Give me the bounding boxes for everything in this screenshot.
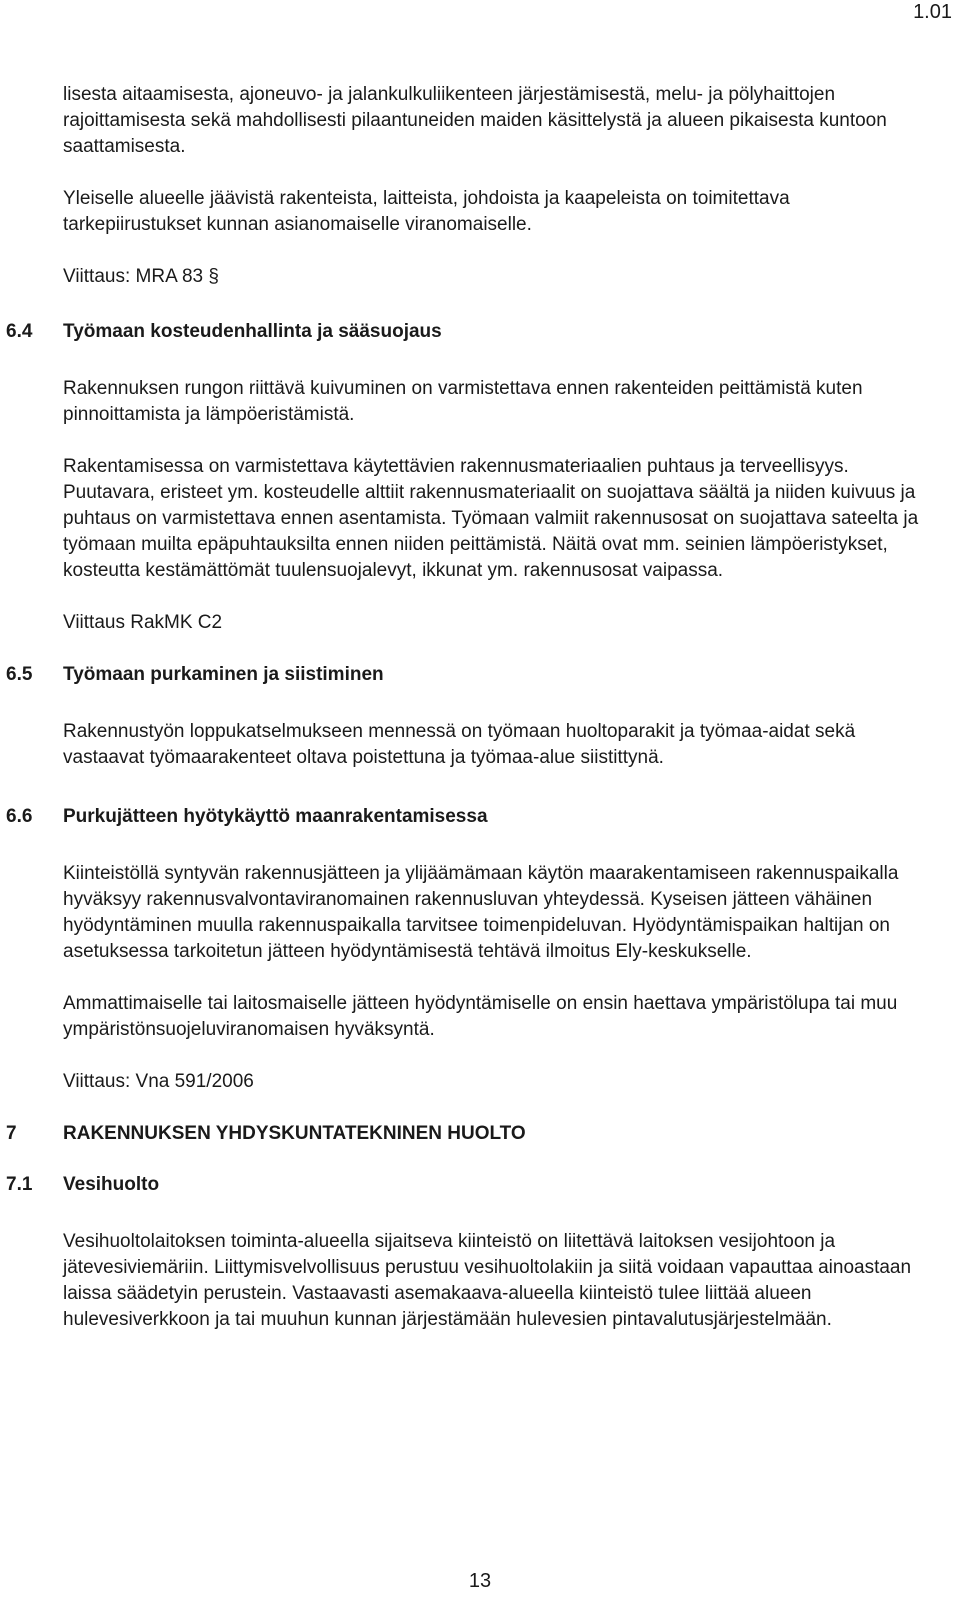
- paragraph: Rakennuksen rungon riittävä kuivuminen on varmistettava ennen rakenteiden peittämistä kuten pinnoittamista ja lämpöeristämistä.: [63, 378, 863, 425]
- section-heading-6-5: [0, 662, 960, 688]
- page-number: 13: [468, 1570, 492, 1592]
- paragraph: Rakentamisessa on varmistettava käytettävien rakennusmateriaalien puhtaus ja terveellisyys. Puutavara, eristeet ym. kosteudelle alttiit rakennusmateriaalit on suojattava säältä ja niiden kuivuus ja puhtaus on varmistettava ennen asentamista. Työmaan valmiit rakennusosat on suojattava sateelta ja työmaan muilta epäpuhtauksilta ennen niiden peittämistä. Näitä ovat mm. seinien lämpöeristykset, kosteutta kestämättömät tuulensuojalevyt, ikkunat ym. rakennusosat vaipassa.: [63, 456, 919, 581]
- reference: Viittaus: Vna 591/2006: [63, 1071, 254, 1092]
- section-title: Työmaan purkaminen ja siistiminen: [63, 664, 384, 685]
- section-title: Vesihuolto: [63, 1174, 160, 1195]
- section-number: 6.6: [6, 806, 33, 827]
- section-title: RAKENNUKSEN YHDYSKUNTATEKNINEN HUOLTO: [63, 1123, 526, 1144]
- paragraph: Rakennustyön loppukatselmukseen mennessä on työmaan huoltoparakit ja työmaa-aidat sekä vastaavat työmaarakenteet oltava poistettuna ja työmaa-alue siistittynä.: [63, 721, 856, 768]
- section-heading-6-6: [0, 804, 960, 830]
- paragraph: lisesta aitaamisesta, ajoneuvo- ja jalankulkuliikenteen järjestämisestä, melu- ja pölyhaittojen rajoittamisesta sekä mahdollisesti pilaantuneiden maiden käsittelystä ja alueen pikaisesta kuntoon saattamisesta.: [63, 84, 887, 157]
- document-version: 1.01: [913, 1, 952, 23]
- section-title: Työmaan kosteudenhallinta ja sääsuojaus: [63, 321, 442, 342]
- document-body: [0, 82, 960, 1359]
- paragraph: Ammattimaiselle tai laitosmaiselle jätteen hyödyntämiselle on ensin haettava ympäristölupa tai muu ympäristönsuojeluviranomaisen hyväksyntä.: [63, 993, 898, 1040]
- section-title: Purkujätteen hyötykäyttö maanrakentamisessa: [63, 806, 488, 827]
- reference: Viittaus: MRA 83 §: [63, 266, 219, 287]
- paragraph: Vesihuoltolaitoksen toiminta-alueella sijaitseva kiinteistö on liitettävä laitoksen vesijohtoon ja jätevesiviemäriin. Liittymisvelvollisuus perustuu vesihuoltolakiin ja siitä voidaan vapauttaa ainoastaan laissa säädetyin perustein. Vastaavasti asemakaava-alueella kiinteistö tulee liittää alueen hulevesiverkkoon ja tai muuhun kunnan järjestämään hulevesien pintavalutusjärjestelmään.: [63, 1231, 912, 1330]
- section-heading-6-4: [0, 319, 960, 345]
- section-number: 7: [6, 1123, 17, 1144]
- section-number: 6.4: [6, 321, 33, 342]
- paragraph: Kiinteistöllä syntyvän rakennusjätteen ja ylijäämämaan käytön maarakentamiseen rakennuspaikalla hyväksyy rakennusvalvontaviranomainen rakennusluvan yhteydessä. Kyseisen jätteen vähäinen hyödyntäminen muulla rakennuspaikalla tarvitsee toimenpideluvan. Hyödyntämispaikan haltijan on asetuksessa tarkoitetun jätteen hyödyntämisestä tehtävä ilmoitus Ely-keskukselle.: [63, 863, 899, 962]
- section-number: 7.1: [6, 1174, 33, 1195]
- chapter-heading-7: [0, 1121, 960, 1147]
- section-number: 6.5: [6, 664, 33, 685]
- section-heading-7-1: [0, 1172, 960, 1198]
- reference: Viittaus RakMK C2: [63, 612, 223, 633]
- paragraph: Yleiselle alueelle jäävistä rakenteista, laitteista, johdoista ja kaapeleista on toimitettava tarkepiirustukset kunnan asianomaiselle viranomaiselle.: [63, 188, 790, 235]
